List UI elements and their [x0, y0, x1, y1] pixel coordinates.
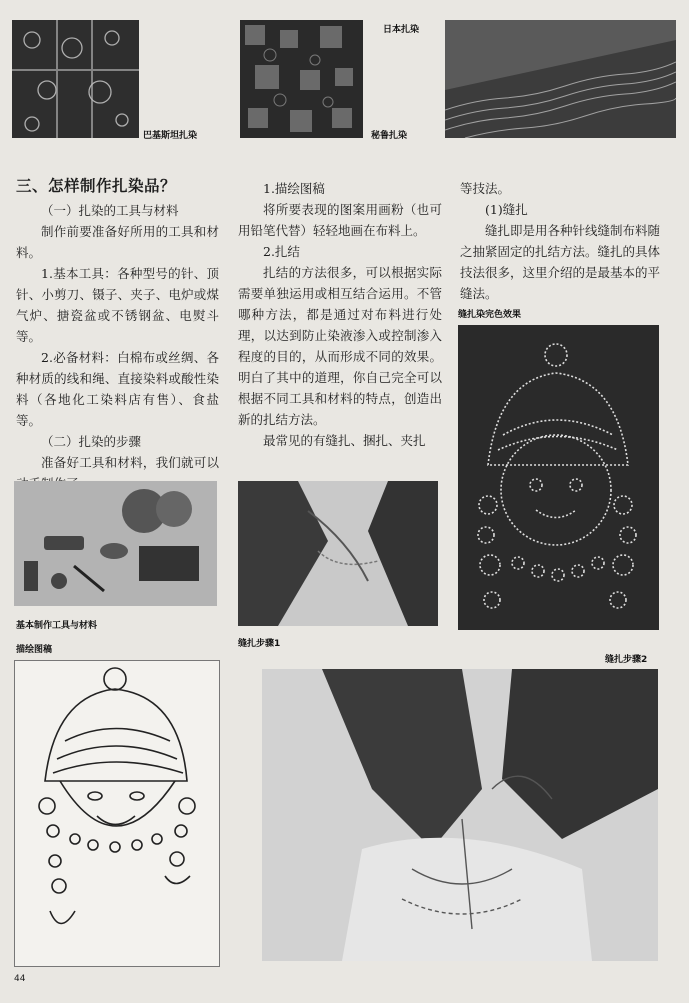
caption-japan: 日本扎染 [383, 25, 420, 35]
subheading-steps: （二）扎染的步骤 [41, 434, 142, 449]
caption-sew-step1: 缝扎步骤1 [238, 639, 281, 649]
kaleidoscope-photo [240, 20, 363, 138]
step-heading: 1.描绘图稿 [263, 181, 325, 196]
paragraph: 等技法。 [460, 181, 511, 196]
face-pattern [458, 325, 659, 630]
section-heading: 三、怎样制作扎染品？ [16, 177, 177, 195]
page-number: 44 [14, 974, 26, 984]
kaleidoscope-pattern [240, 20, 363, 138]
sketch-drawing [14, 660, 220, 967]
japan-photo [445, 20, 676, 138]
step-heading: 2.扎结 [263, 244, 300, 259]
caption-tools: 基本制作工具与材料 [16, 621, 98, 631]
tools-photo [14, 481, 217, 606]
sketch-face-outline [15, 661, 219, 966]
tools-illustration [14, 481, 217, 606]
batik-photo [12, 20, 139, 138]
paragraph: 2.必备材料：白棉布或丝绸、各种材质的线和绳、直接染料或酸性染料（各地化工染料店有售）、食盐等。 [16, 350, 219, 428]
paragraph: 将所要表现的图案用画粉（也可用铅笔代替）轻轻地画在布料上。 [238, 202, 442, 238]
paragraph: 1.基本工具：各种型号的针、顶针、小剪刀、镊子、夹子、电炉或煤气炉、搪瓷盆或不锈钢盆、电熨斗等。 [16, 266, 219, 344]
caption-batik: 巴基斯坦扎染 [143, 131, 198, 141]
column-3 [460, 178, 660, 304]
sew-result-photo [458, 325, 659, 630]
sew-step1-photo [238, 481, 438, 626]
caption-sew-step2: 缝扎步骤2 [605, 655, 648, 665]
sew-step2-photo [262, 669, 658, 961]
japan-pattern [445, 20, 676, 138]
hands-sewing-1 [238, 481, 438, 626]
paragraph: 最常见的有缝扎、捆扎、夹扎 [263, 433, 426, 448]
paragraph: 扎结的方法很多，可以根据实际需要单独运用或相互结合运用。不管哪种方法，都是通过对布料进行处理，以达到防止染液渗入或控制渗入程度的目的，从而形成不同的效果。明白了其中的道理，你自己完全可以根据不同工具和材料的特点，创造出新的扎结方法。 [238, 265, 442, 427]
paragraph: 缝扎即是用各种针线缝制布料随之抽紧固定的扎结方法。缝扎的具体技法很多，这里介绍的是最基本的平缝法。 [460, 223, 661, 301]
step-heading: (1)缝扎 [485, 202, 528, 217]
batik-pattern [12, 20, 139, 138]
subheading-tools: （一）扎染的工具与材料 [41, 203, 179, 218]
paragraph: 准备好工具和材料，我们就可以 [41, 455, 219, 470]
caption-sew-result: 缝扎染完色效果 [458, 310, 522, 320]
column-2 [238, 178, 442, 451]
column-1 [16, 174, 219, 494]
paragraph: 制作前要准备好所用的工具和材料。 [16, 224, 219, 260]
caption-sketch: 描绘图稿 [16, 645, 53, 655]
hands-sewing-2 [262, 669, 658, 961]
caption-kaleidoscope: 秘鲁扎染 [371, 131, 408, 141]
